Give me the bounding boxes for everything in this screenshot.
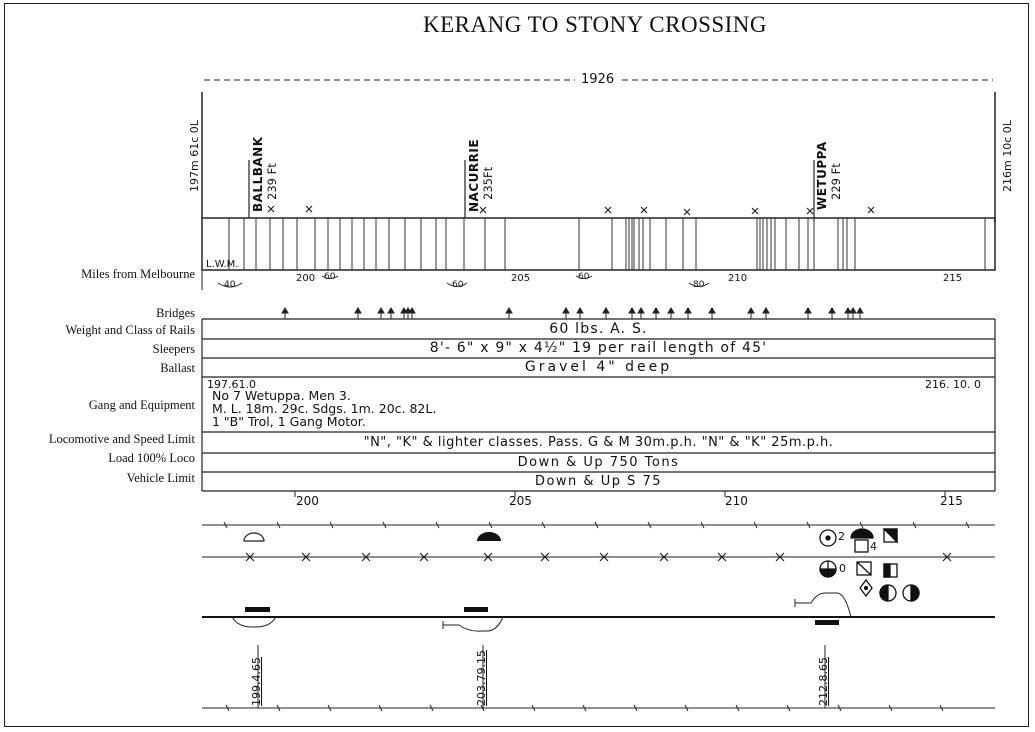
scale-mark: 205 bbox=[509, 494, 532, 508]
bridge-arrowhead bbox=[355, 308, 361, 313]
bottom-scale-ticks bbox=[295, 491, 945, 497]
label-vehicle: Vehicle Limit bbox=[126, 471, 195, 485]
diagram-title: KERANG TO STONY CROSSING bbox=[422, 12, 768, 37]
loco-value: "N", "K" & lighter classes. Pass. G & M 30m.p.h. "N" & "K" 25m.p.h. bbox=[363, 435, 834, 450]
mile-mark: 210 bbox=[728, 273, 748, 284]
label-loco: Locomotive and Speed Limit bbox=[48, 432, 195, 446]
label-bridges: Bridges bbox=[156, 306, 195, 320]
bridge-arrowhead bbox=[388, 308, 394, 313]
bridge-arrowhead bbox=[653, 308, 659, 313]
bridge-arrowhead bbox=[805, 308, 811, 313]
cross-markers bbox=[268, 206, 874, 215]
platform-ballbank bbox=[245, 607, 270, 612]
label-miles: Miles from Melbourne bbox=[81, 267, 195, 281]
bridge-arrowhead bbox=[563, 308, 569, 313]
curve-speed: 60 bbox=[324, 272, 336, 282]
vehicle-value: Down & Up S 75 bbox=[534, 474, 663, 489]
bridge-arrowhead bbox=[378, 308, 384, 313]
bridge-arrowhead bbox=[506, 308, 512, 313]
scale-mark: 200 bbox=[296, 494, 319, 508]
label-sleepers: Sleepers bbox=[152, 342, 195, 356]
curve-speed: 60 bbox=[452, 280, 464, 290]
year-label: 1926 bbox=[581, 72, 615, 87]
gang-end-mileage: 216. 10. 0 bbox=[925, 378, 981, 391]
curve-speed: 40 bbox=[224, 280, 236, 290]
bridge-arrowhead bbox=[748, 308, 754, 313]
gang-start-mileage: 197.61.0 bbox=[207, 378, 256, 391]
plan-mileage: 203.79.15 bbox=[475, 650, 488, 706]
bridge-arrowhead bbox=[282, 308, 288, 313]
bridge-arrowhead bbox=[638, 308, 644, 313]
bridge-arrows bbox=[282, 308, 863, 319]
bridge-arrowhead bbox=[709, 308, 715, 313]
bridge-arrowhead bbox=[668, 308, 674, 313]
mile-mark: 200 bbox=[296, 273, 316, 284]
label-rails: Weight and Class of Rails bbox=[65, 323, 195, 337]
label-ballast: Ballast bbox=[160, 361, 195, 375]
curve-speed: 80 bbox=[693, 280, 705, 290]
bridge-arrowhead bbox=[763, 308, 769, 313]
station-nacurrie-height: 235Ft bbox=[481, 166, 495, 200]
mile-mark: 215 bbox=[943, 273, 963, 284]
station-wetuppa-height: 229 Ft bbox=[829, 163, 843, 200]
station-ballbank-name: BALLBANK bbox=[251, 136, 265, 212]
station-ballbank-height: 239 Ft bbox=[265, 163, 279, 200]
ballast-value: Gravel 4" deep bbox=[524, 359, 673, 375]
gang-line: No 7 Wetuppa. Men 3. bbox=[212, 388, 351, 403]
signal-count: 4 bbox=[870, 540, 877, 553]
gang-line: 1 "B" Trol, 1 Gang Motor. bbox=[212, 414, 366, 429]
start-mileage: 197m 61c 0L bbox=[188, 120, 201, 192]
shelter-open-icon bbox=[244, 533, 264, 541]
platform-nacurrie bbox=[464, 607, 488, 612]
sleepers-value: 8'- 6" x 9" x 4½" 19 per rail length of 45' bbox=[429, 340, 768, 356]
station-nacurrie-name: NACURRIE bbox=[467, 138, 481, 212]
lwm-label: L.W.M. bbox=[206, 259, 239, 270]
rails-value: 60 lbs. A. S. bbox=[549, 321, 648, 337]
gang-line: M. L. 18m. 29c. Sdgs. 1m. 20c. 82L. bbox=[212, 401, 437, 416]
curve-speed: 60 bbox=[578, 272, 590, 282]
plan-mileage: 199.4.65 bbox=[250, 657, 263, 706]
signal-count: 2 bbox=[838, 530, 845, 543]
shelter-closed-icon bbox=[477, 532, 501, 541]
bridge-arrowhead bbox=[603, 308, 609, 313]
bridge-arrowhead bbox=[829, 308, 835, 313]
bridge-arrowhead bbox=[629, 308, 635, 313]
station-wetuppa-name: WETUPPA bbox=[815, 141, 829, 210]
label-gang: Gang and Equipment bbox=[88, 398, 195, 412]
load-value: Down & Up 750 Tons bbox=[517, 455, 680, 470]
gang-details bbox=[212, 389, 436, 428]
bridge-arrowhead bbox=[685, 308, 691, 313]
label-load: Load 100% Loco bbox=[108, 451, 195, 465]
mile-mark: 205 bbox=[511, 273, 531, 284]
plan-mileage: 212.8.65 bbox=[817, 657, 830, 706]
bridge-arrowhead bbox=[857, 308, 863, 313]
signal-count: 0 bbox=[839, 562, 846, 575]
platform-wetuppa bbox=[815, 620, 839, 625]
end-mileage: 216m 10c 0L bbox=[1001, 120, 1014, 192]
rail-section-dividers bbox=[229, 218, 985, 270]
curve-arcs bbox=[218, 276, 709, 287]
bridge-arrowhead bbox=[577, 308, 583, 313]
bridge-arrowhead bbox=[850, 308, 856, 313]
scale-mark: 215 bbox=[940, 494, 963, 508]
scale-mark: 210 bbox=[725, 494, 748, 508]
